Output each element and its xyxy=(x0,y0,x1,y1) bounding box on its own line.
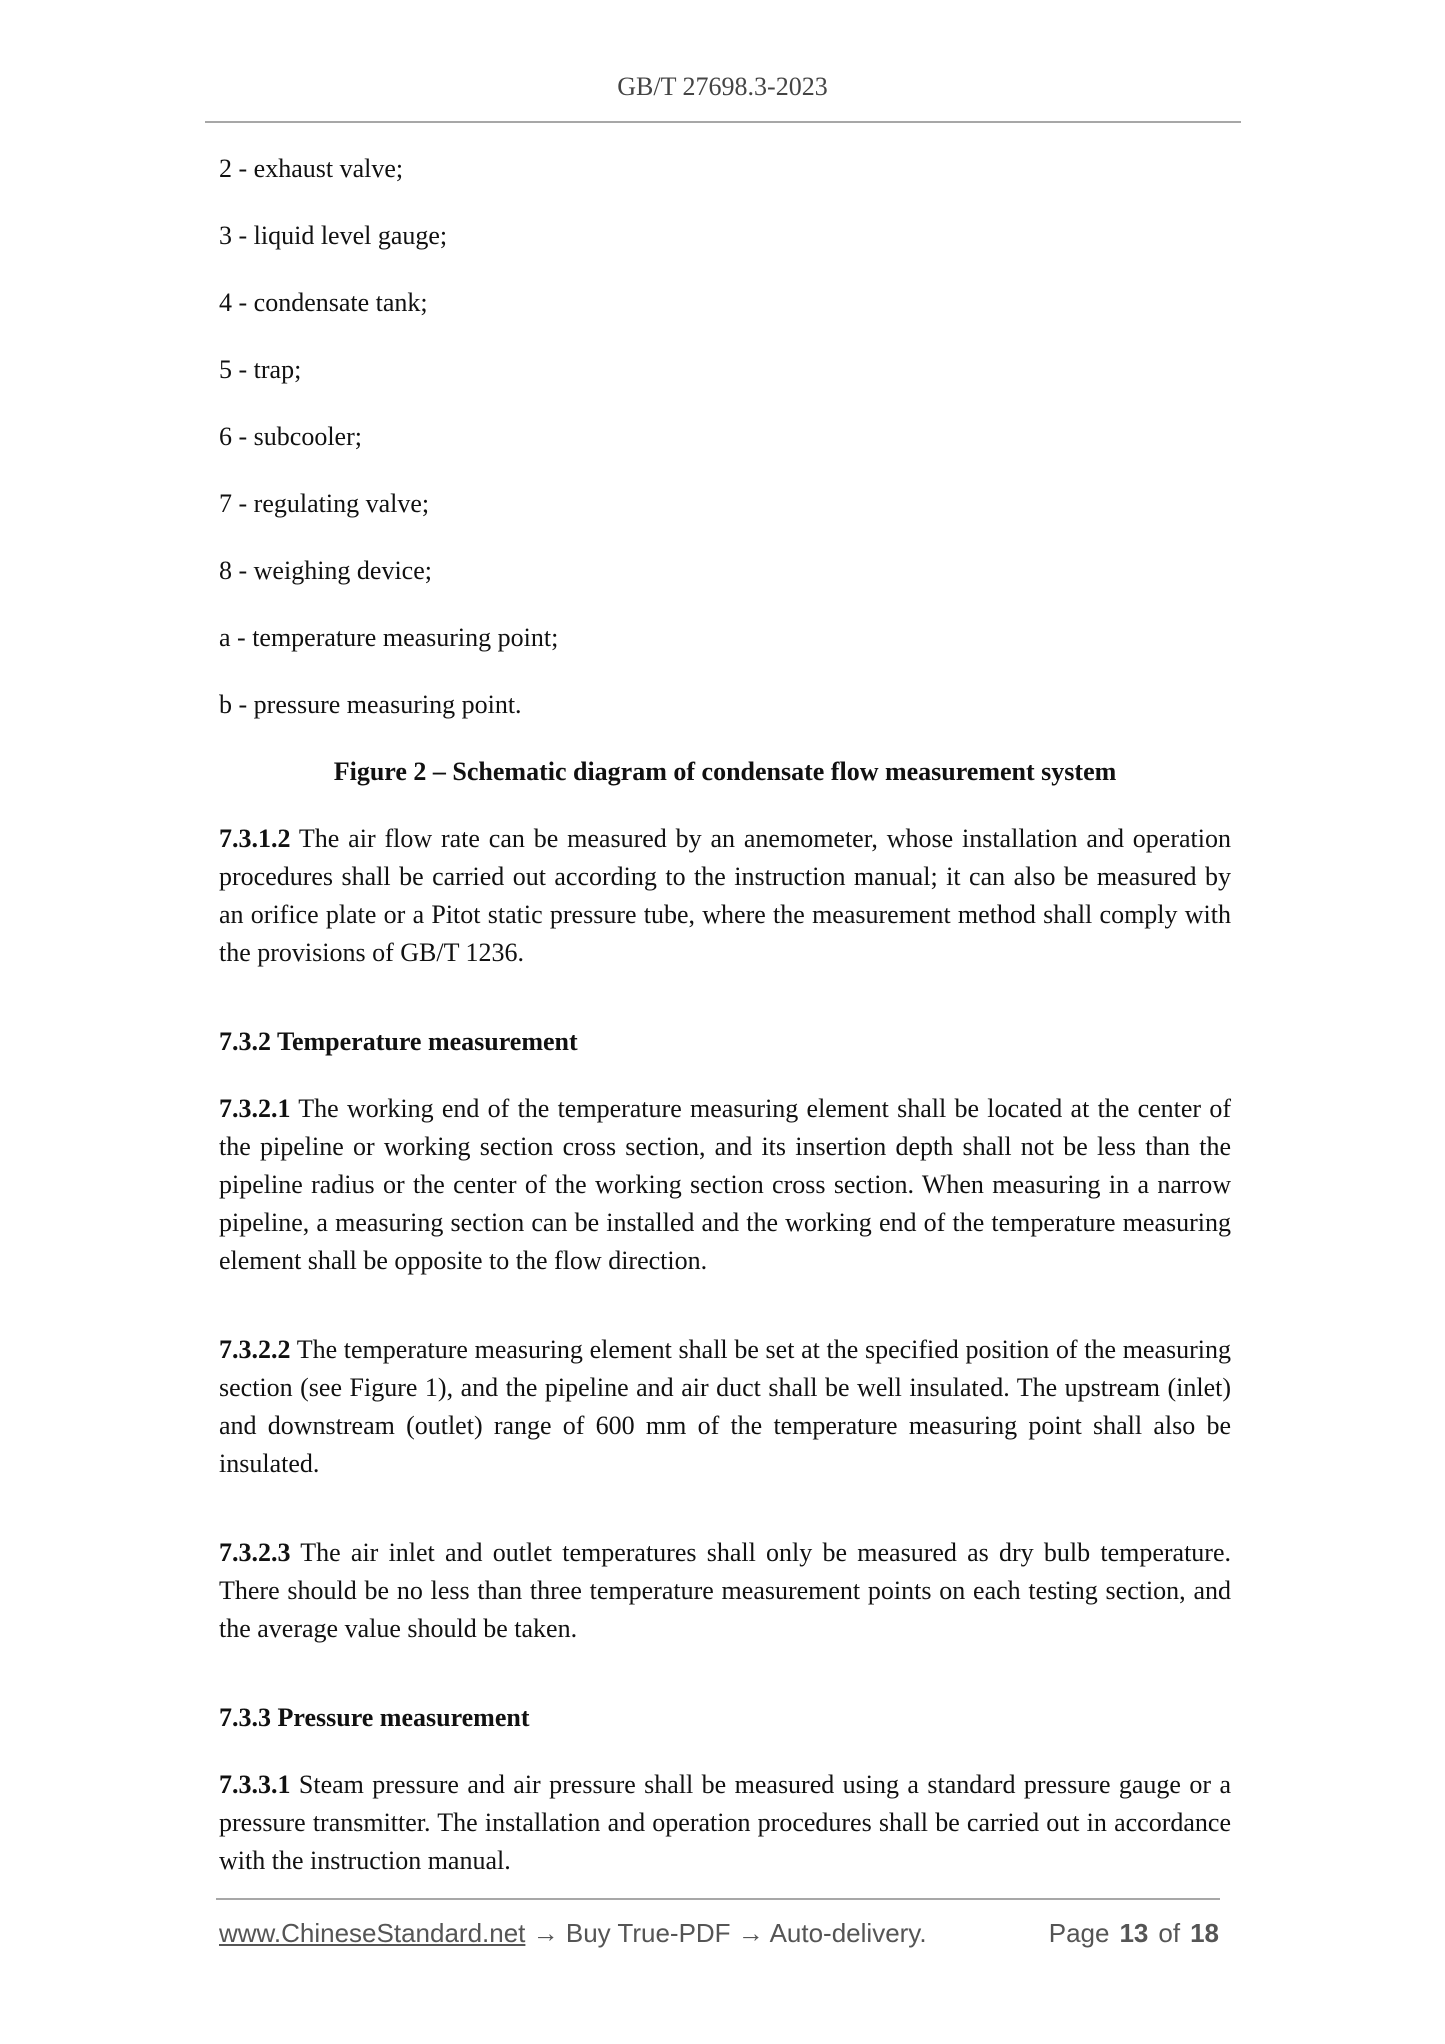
clause-7-3-2-3 xyxy=(219,1534,1231,1648)
legend-item: 6 - subcooler; xyxy=(219,422,362,451)
section-heading-7-3-3: 7.3.3 Pressure measurement xyxy=(219,1703,530,1732)
legend-item: 2 - exhaust valve; xyxy=(219,154,404,183)
section-heading-7-3-2: 7.3.2 Temperature measurement xyxy=(219,1027,578,1056)
clause-7-3-3-1 xyxy=(219,1766,1231,1880)
clause-text: Steam pressure and air pressure shall be measured using a standard pressure gauge or a pressure transmitter. The installation and operation procedures shall be carried out in accordance with the instruction manual. xyxy=(219,1770,1231,1875)
legend-item: 3 - liquid level gauge; xyxy=(219,221,448,250)
clause-text: The air inlet and outlet temperatures shall only be measured as dry bulb temperature. There should be no less than three temperature measurement points on each testing section, and the average value should be taken. xyxy=(219,1538,1231,1643)
clause-text: The working end of the temperature measuring element shall be located at the center of the pipeline or working section cross section, and its insertion depth shall not be less than the pipeline radius or the center of the working section cross section. When measuring in a narrow pipeline, a measuring section can be installed and the working end of the temperature measuring element shall be opposite to the flow direction. xyxy=(219,1094,1231,1275)
legend-item: 4 - condensate tank; xyxy=(219,288,428,317)
footer-divider xyxy=(216,1898,1220,1900)
figure-caption: Figure 2 – Schematic diagram of condensate flow measurement system xyxy=(333,757,1117,786)
page-indicator xyxy=(1049,1918,1219,1949)
clause-text: The temperature measuring element shall be set at the specified position of the measuring section (see Figure 1), and the pipeline and air duct shall be well insulated. The upstream (inlet) and downstream (outlet) range of 600 mm of the temperature measuring point shall also be insulated. xyxy=(219,1335,1231,1478)
footer-promo-text: → Buy True-PDF → Auto-delivery. xyxy=(525,1918,927,1948)
footer-promo xyxy=(219,1918,927,1949)
total-pages-number: 18 xyxy=(1190,1918,1219,1948)
page-of-word: of xyxy=(1158,1918,1181,1948)
clause-number: 7.3.2.2 xyxy=(219,1335,291,1364)
legend-item: 8 - weighing device; xyxy=(219,556,432,585)
legend-item: b - pressure measuring point. xyxy=(219,690,522,719)
clause-number: 7.3.3.1 xyxy=(219,1770,291,1799)
current-page-number: 13 xyxy=(1119,1918,1149,1948)
clause-7-3-1-2 xyxy=(219,820,1231,972)
website-link[interactable]: www.ChineseStandard.net xyxy=(219,1918,526,1948)
clause-number: 7.3.2.1 xyxy=(219,1094,291,1123)
clause-7-3-2-1 xyxy=(219,1090,1231,1280)
legend-item: a - temperature measuring point; xyxy=(219,623,559,652)
clause-number: 7.3.2.3 xyxy=(219,1538,291,1567)
clause-7-3-2-2 xyxy=(219,1331,1231,1483)
clause-number: 7.3.1.2 xyxy=(219,824,291,853)
header-divider xyxy=(205,121,1241,123)
clause-text: The air flow rate can be measured by an anemometer, whose installation and operation procedures shall be carried out according to the instruction manual; it can also be measured by an orifice plate or a Pitot static pressure tube, where the measurement method shall comply with the provisions of GB/T 1236. xyxy=(219,824,1231,967)
page-word: Page xyxy=(1048,1918,1110,1948)
legend-item: 5 - trap; xyxy=(219,355,302,384)
legend-item: 7 - regulating valve; xyxy=(219,489,430,518)
document-header-title: GB/T 27698.3-2023 xyxy=(617,72,828,101)
